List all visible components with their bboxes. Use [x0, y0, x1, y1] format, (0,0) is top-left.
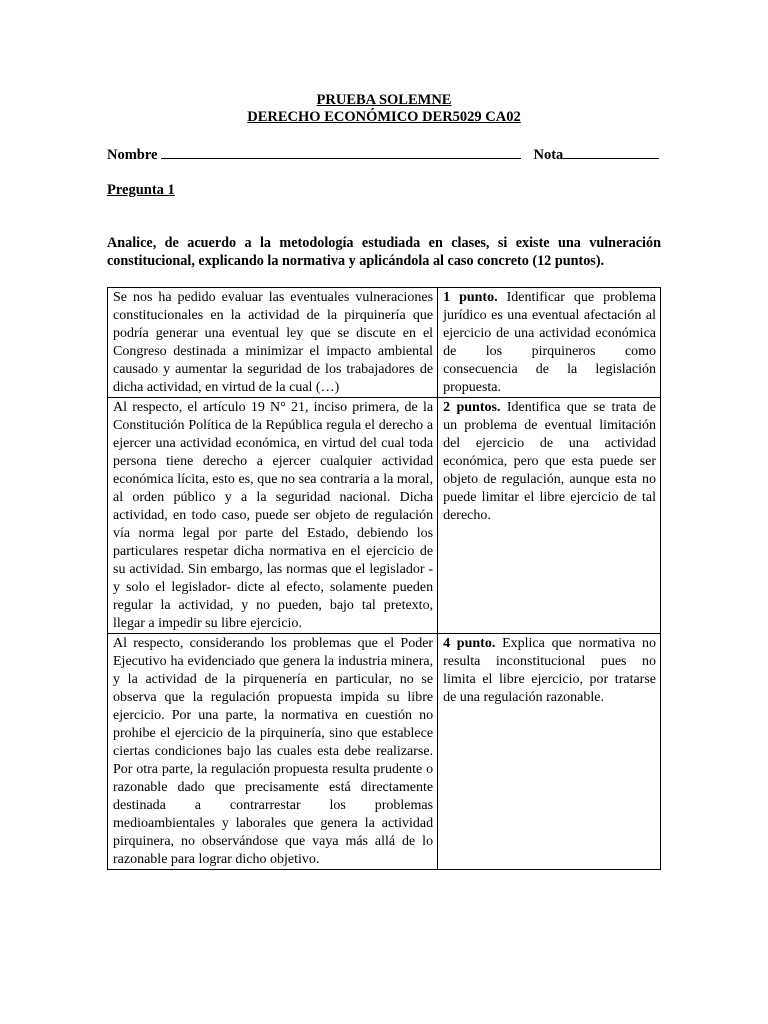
grade-label: Nota [533, 147, 564, 163]
criterion-cell [438, 288, 661, 398]
criterion-cell [438, 634, 661, 870]
exam-title [0, 92, 768, 126]
exam-title-line2: DERECHO ECONÓMICO DER5029 CA02 [247, 109, 521, 125]
grade-blank [563, 145, 659, 159]
exam-title-line1: PRUEBA SOLEMNE [316, 92, 452, 108]
criterion-text: Identifica que se trata de un problema de eventual limitación del ejercicio de una actividad económica, pero que esta puede ser objeto de regulación, aunque esta no puede limitar el libre ejercicio de tal derecho. [443, 400, 657, 523]
student-info-line [107, 145, 663, 164]
question-label: Pregunta 1 [107, 182, 175, 198]
criterion-text: Explica que normativa no resulta inconstitucional pues no limita el libre ejercicio, por tratarse de una regulación razonable. [443, 636, 657, 705]
rubric-row [108, 288, 661, 398]
name-label: Nombre [107, 147, 158, 163]
points-label: 2 puntos. [443, 400, 501, 415]
name-blank [161, 145, 521, 159]
rubric-table [107, 287, 661, 870]
points-label: 1 punto. [443, 290, 498, 305]
criterion-text: Identificar que problema jurídico es una eventual afectación al ejercicio de una actividad económica de los pirquineros como consecuencia de la legislación propuesta. [443, 290, 656, 395]
rubric-row [108, 398, 661, 634]
points-label: 4 punto. [443, 636, 496, 651]
answer-cell: Al respecto, el artículo 19 N° 21, inciso primera, de la Constitución Política de la República regula el derecho a ejercer una actividad económica, en virtud del cual toda persona tiene derecho a ejercer cualquier actividad económica lícita, esto es, que no sea contraria a la moral, al orden público y a la seguridad nacional. Dicha actividad, en todo caso, puede ser objeto de regulación vía norma legal por parte del Estado, debiendo los particulares respetar dicha normativa en el ejercicio de su actividad. Sin embargo, las normas que el legislador -y solo el legislador- dicte al efecto, solamente pueden regular la actividad, y no pueden, bajo tal pretexto, llegar a impedir su libre ejercicio. [108, 398, 438, 634]
answer-cell: Al respecto, considerando los problemas que el Poder Ejecutivo ha evidenciado que genera la industria minera, y la actividad de la pirquenería en particular, no se observa que la regulación propuesta impida su libre ejercicio. Por una parte, la normativa en cuestión no prohibe el ejercicio de la pirquinería, sino que establece ciertas condiciones bajo las cuales esta debe realizarse. Por otra parte, la regulación propuesta resulta prudente o razonable dado que precisamente está directamente destinada a contrarrestar los problemas medioambientales y laborales que genera la actividad pirquinera, no observándose que vaya más allá de lo razonable para lograr dicho objetivo. [108, 634, 438, 870]
answer-cell: Se nos ha pedido evaluar las eventuales vulneraciones constitucionales en la actividad de la pirquinería que podría generar una eventual ley que se discute en el Congreso destinada a minimizar el impacto ambiental causado y aumentar la seguridad de los trabajadores de dicha actividad, en virtud de la cual (…) [108, 288, 438, 398]
rubric-row [108, 634, 661, 870]
question-instructions: Analice, de acuerdo a la metodología estudiada en clases, si existe una vulneración constitucional, explicando la normativa y aplicándola al caso concreto (12 puntos). [107, 235, 661, 269]
criterion-cell [438, 398, 661, 634]
